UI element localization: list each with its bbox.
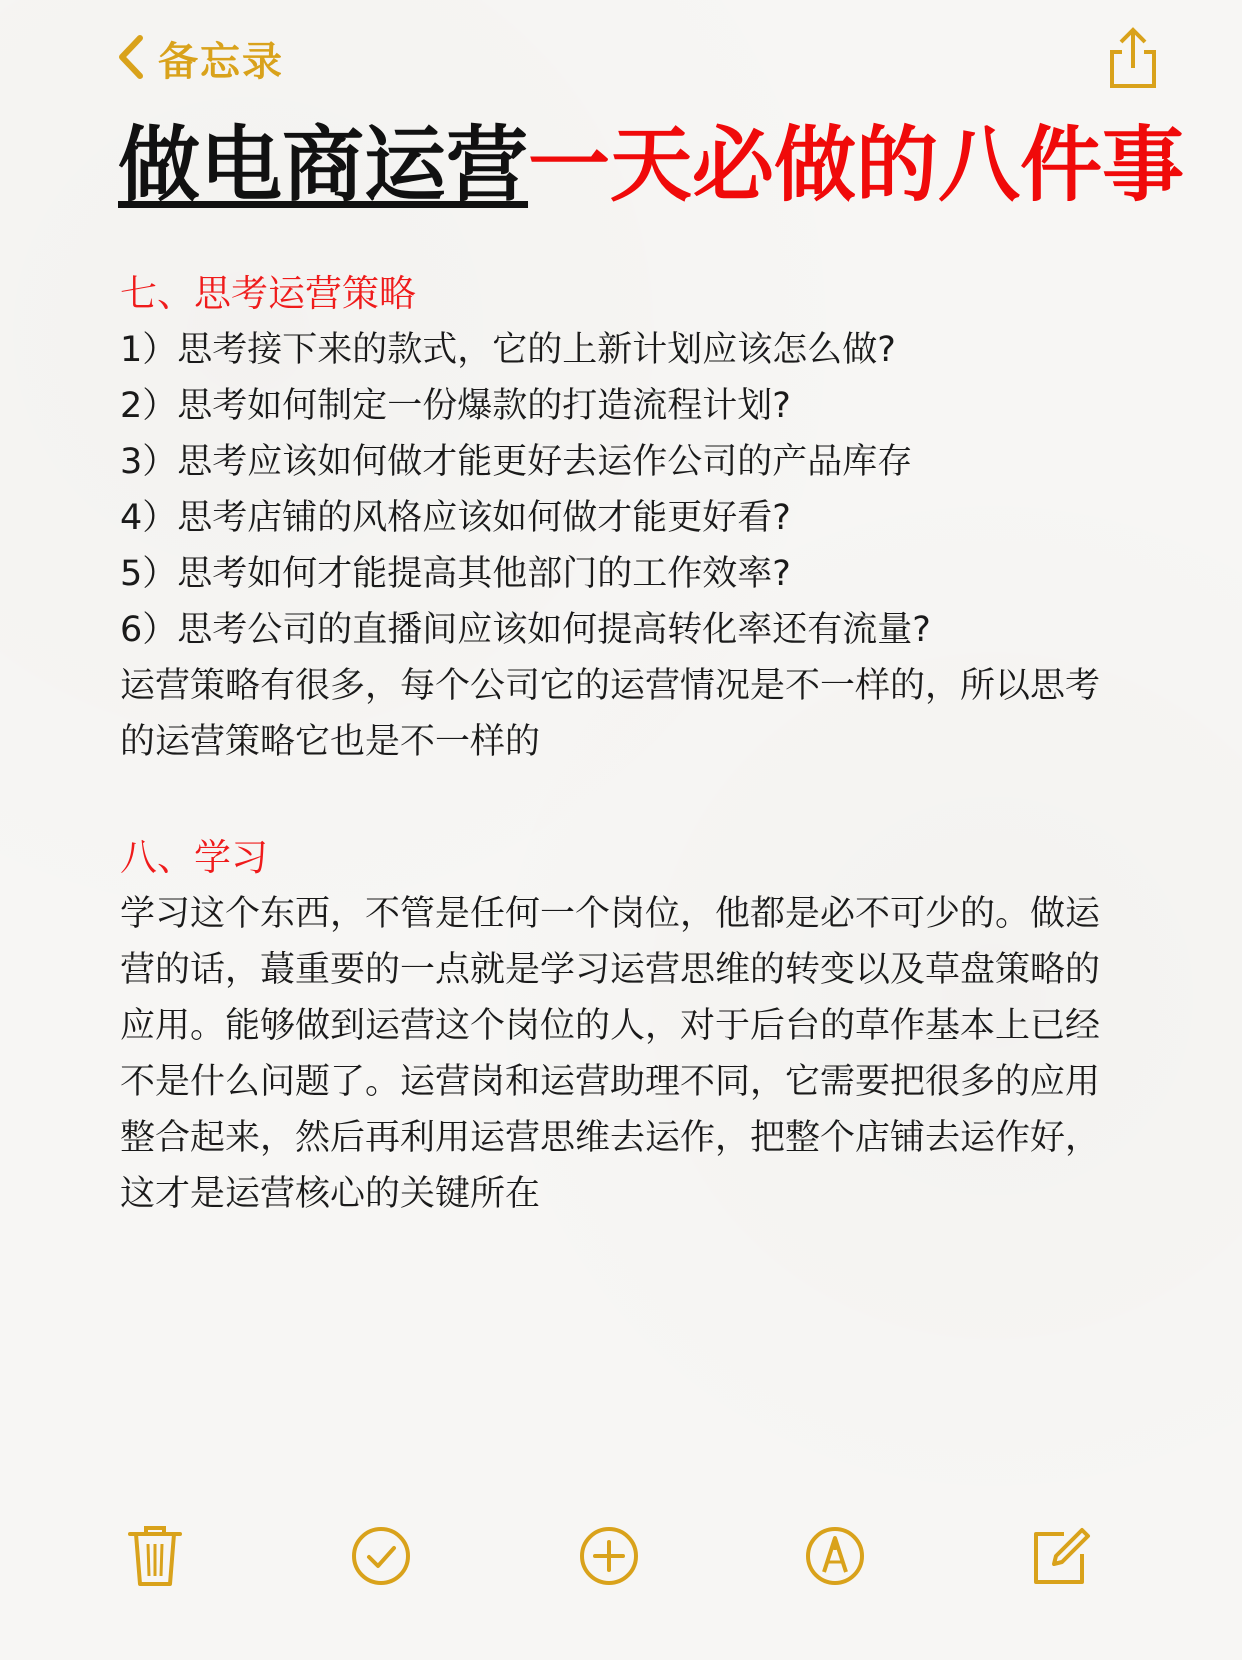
- chevron-left-icon: [112, 32, 152, 86]
- section-7-summary: 运营策略有很多，每个公司它的运营情况是不一样的，所以思考的运营策略它也是不一样的: [120, 666, 1101, 762]
- section-8-paragraph: 学习这个东西，不管是任何一个岗位，他都是必不可少的。做运营的话，蕞重要的一点就是学习运营思维的转变以及草盘策略的应用。能够做到运营这个岗位的人，对于后台的草作基本上已经不是什么问题了。运营岗和运营助理不同，它需要把很多的应用整合起来，然后再利用运营思维去运作，把整个店铺去运作好，这才是运营核心的关键所在: [120, 894, 1101, 1214]
- section-heading-8: 八、学习: [120, 836, 268, 879]
- list-item: 6）思考公司的直播间应该如何提高转化率还有流量?: [120, 610, 931, 650]
- note-title: [118, 116, 1208, 216]
- title-part-2: 一天必做的八件事: [528, 118, 1185, 213]
- back-label: 备忘录: [158, 39, 284, 85]
- markup-button[interactable]: [804, 1520, 866, 1590]
- navigation-bar: [112, 24, 1102, 96]
- share-button[interactable]: [1104, 24, 1162, 96]
- section-gap: [120, 770, 1120, 830]
- add-icon: [578, 1575, 640, 1594]
- back-button[interactable]: [112, 30, 284, 87]
- markup-icon: [804, 1575, 866, 1594]
- trash-icon: [124, 1575, 186, 1594]
- bottom-toolbar: [0, 1520, 1242, 1590]
- checklist-icon: [350, 1575, 412, 1594]
- title-part-1: 做电商运营: [118, 118, 529, 213]
- note-body[interactable]: [120, 266, 1120, 1222]
- list-item: 1）思考接下来的款式，它的上新计划应该怎么做?: [120, 330, 896, 370]
- compose-icon: [1030, 1575, 1092, 1594]
- list-item: 3）思考应该如何做才能更好去运作公司的产品库存: [120, 442, 913, 482]
- compose-button[interactable]: [1030, 1520, 1092, 1590]
- list-item: 4）思考店铺的风格应该如何做才能更好看?: [120, 498, 791, 538]
- list-item: 2）思考如何制定一份爆款的打造流程计划?: [120, 386, 791, 426]
- delete-button[interactable]: [124, 1520, 186, 1590]
- checklist-button[interactable]: [350, 1520, 412, 1590]
- section-heading-7: 七、思考运营策略: [120, 272, 416, 315]
- share-icon: [1104, 81, 1162, 100]
- add-button[interactable]: [578, 1520, 640, 1590]
- list-item: 5）思考如何才能提高其他部门的工作效率?: [120, 554, 791, 594]
